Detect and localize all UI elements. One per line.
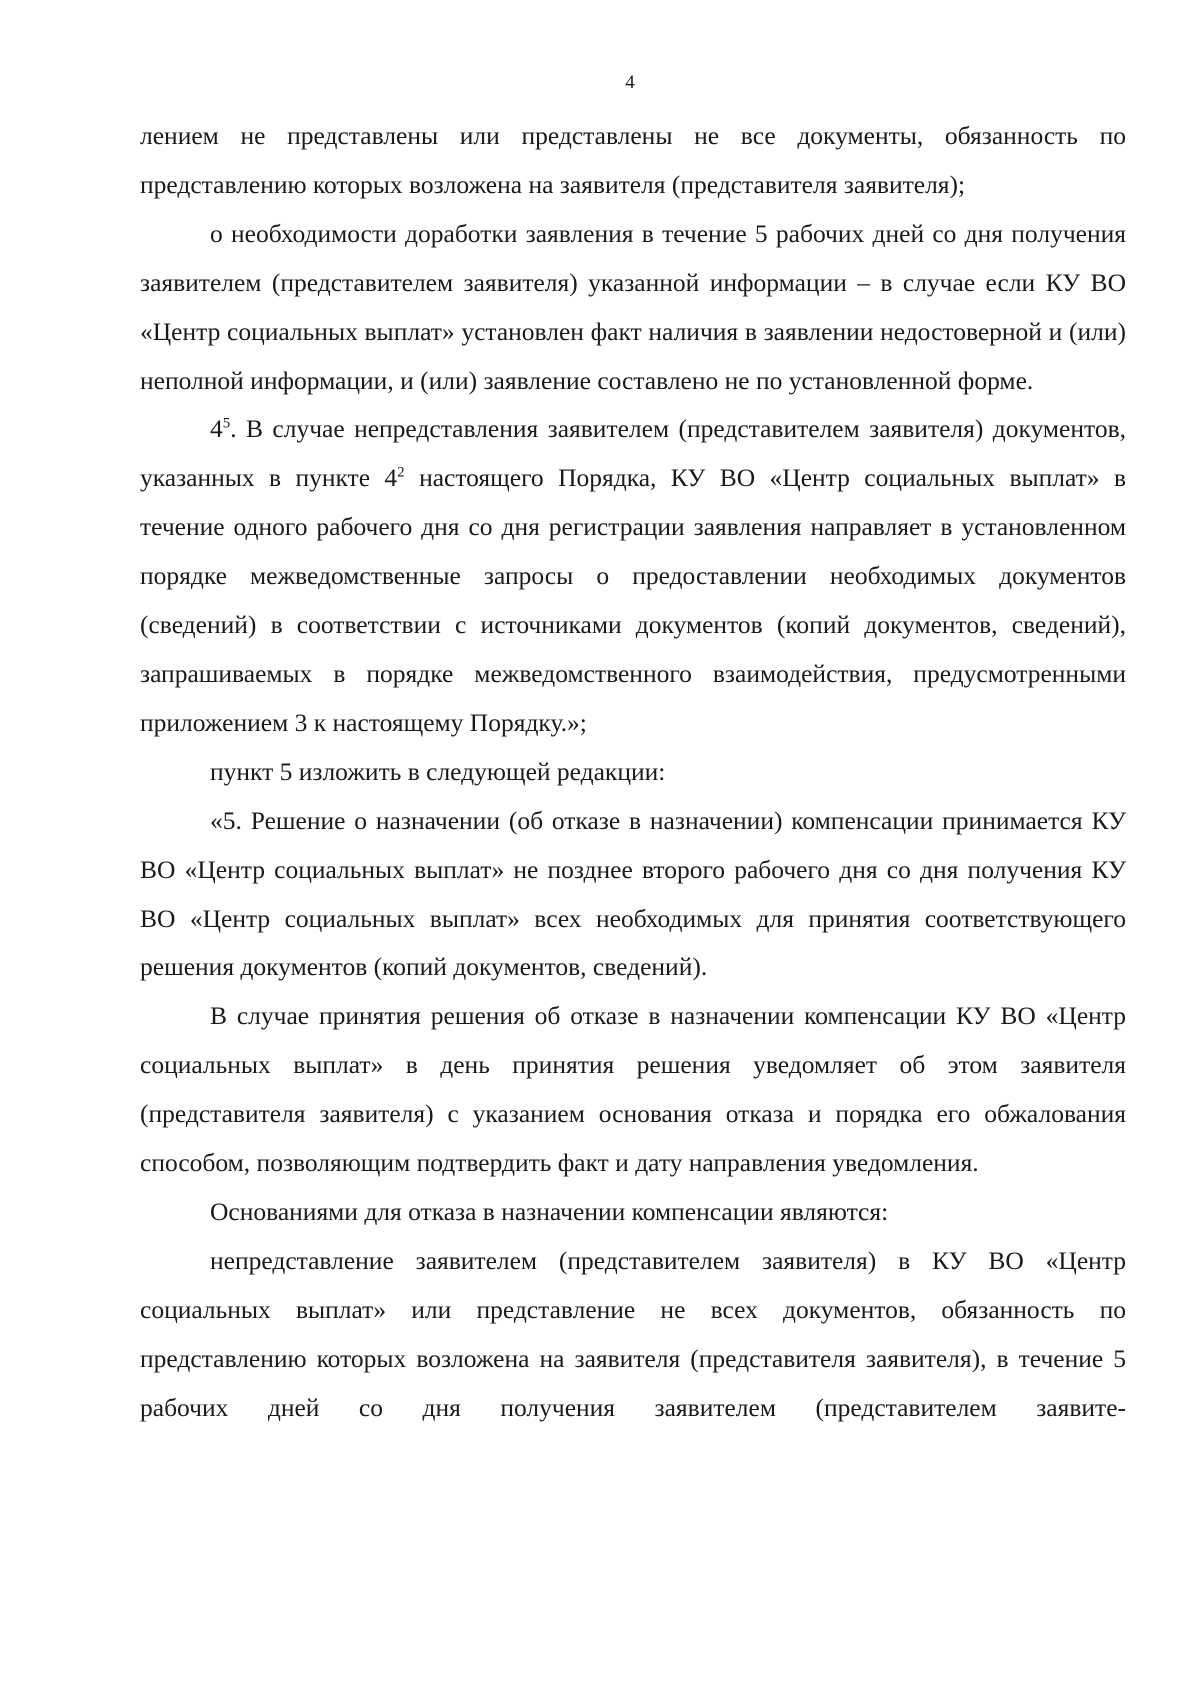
paragraph-refusal-notification: В случае принятия решения об отказе в назначении компенсации КУ ВО «Центр социальных выплат» в день принятия решения уведомляет об этом заявителя (представителя заявителя) с указанием основания отказа и порядка его обжалования способом, позволяющим подтвердить факт и дату направления уведомления. [140, 1001, 1126, 1178]
paragraph-amendment-instruction: пункт 5 изложить в следующей редакции: [210, 756, 666, 786]
reference-superscript: 2 [397, 464, 405, 481]
paragraph-continuation: лением не представлены или представлены не все документы, обязанность по представлению которых возложена на заявителя (представителя заявителя); [140, 121, 1126, 199]
paragraph-revision-notice: о необходимости доработки заявления в течение 5 рабочих дней со дня получения заявителем (представителем заявителя) указанной информации – в случае если КУ ВО «Центр социальных выплат» установлен факт наличия в заявлении недостоверной и (или) неполной информации, и (или) заявление составлено не по установленной форме. [140, 218, 1126, 395]
document-body [140, 112, 1126, 1432]
paragraph-refusal-ground-1: непредставление заявителем (представителем заявителя) в КУ ВО «Центр социальных выплат» или представление не всех документов, обязанность по представлению которых возложена на заявителя (представителя заявителя), в течение 5 рабочих дней со дня получения заявителем (представителем заявите- [140, 1245, 1126, 1422]
paragraph-item-4-5 [140, 405, 1126, 747]
paragraph-item-5: «5. Решение о назначении (об отказе в назначении) компенсации принимается КУ ВО «Центр социальных выплат» не позднее второго рабочего дня со дня получения КУ ВО «Центр социальных выплат» всех необходимых для принятия соответствующего решения документов (копий документов, сведений). [140, 805, 1126, 982]
item-number-superscript: 5 [222, 415, 231, 432]
item-text-part1: . В случае непредставления заявителем (представителем заявителя) документов, указанных в пункте 4 [140, 414, 1126, 493]
item-text-part2: настоящего Порядка, КУ ВО «Центр социальных выплат» в течение одного рабочего дня со дня регистрации заявления направляет в установленном порядке межведомственные запросы о предоставлении необходимых документов (сведений) в соответствии с источниками документов (копий документов, сведений), запрашиваемых в порядке межведомственного взаимодействия, предусмотренными приложением 3 к настоящему Порядку.»; [140, 463, 1126, 737]
item-number: 4 [210, 414, 223, 444]
page-number: 4 [625, 72, 635, 93]
paragraph-refusal-grounds-heading: Основаниями для отказа в назначении компенсации являются: [210, 1196, 889, 1226]
